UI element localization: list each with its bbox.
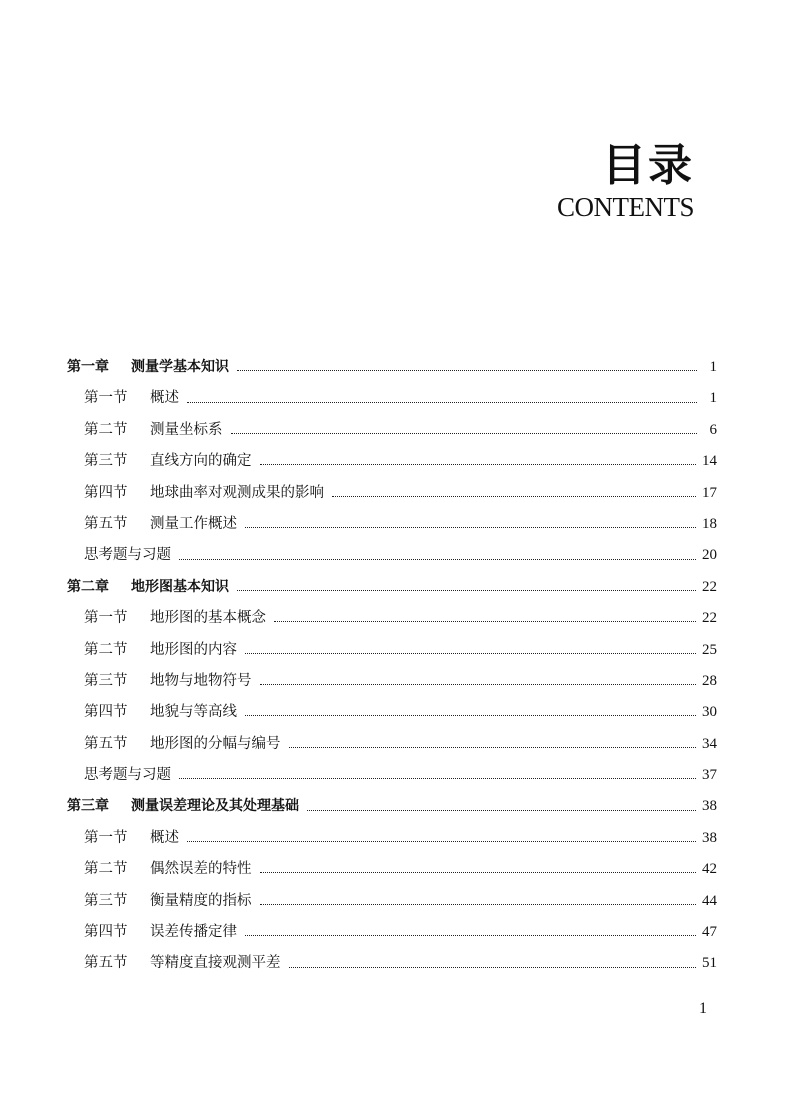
toc-page-number: 6 <box>709 421 717 438</box>
toc-page-number: 1 <box>709 390 717 407</box>
toc-entry-label <box>84 917 237 948</box>
toc-entry-label <box>84 854 252 885</box>
section-title: 地貌与等高线 <box>150 704 237 721</box>
toc-page-number: 51 <box>702 955 717 972</box>
toc-entry-label <box>84 446 252 477</box>
toc-section-entry[interactable] <box>67 760 717 791</box>
chapter-title: 测量误差理论及其处理基础 <box>131 798 299 815</box>
toc-page-number: 25 <box>702 641 717 658</box>
toc-section-entry[interactable] <box>67 917 717 948</box>
page-subtitle: CONTENTS <box>557 192 694 222</box>
table-of-contents <box>67 352 717 980</box>
toc-page-number: 44 <box>702 892 717 909</box>
toc-section-entry[interactable] <box>67 383 717 414</box>
toc-entry-label <box>84 760 171 791</box>
toc-section-entry[interactable] <box>67 697 717 728</box>
section-number: 第四节 <box>84 484 128 501</box>
section-title: 地球曲率对观测成果的影响 <box>150 484 324 501</box>
dot-leader <box>231 433 698 434</box>
toc-entry-label <box>84 383 179 414</box>
toc-page-number: 1 <box>709 359 717 375</box>
chapter-number: 第三章 <box>67 798 109 815</box>
toc-entry-label <box>84 603 266 634</box>
section-title: 地形图的分幅与编号 <box>150 735 281 752</box>
section-number: 第五节 <box>84 515 128 532</box>
toc-section-entry[interactable] <box>67 666 717 697</box>
toc-page-number: 30 <box>702 704 717 721</box>
toc-chapter-entry[interactable] <box>67 791 717 822</box>
toc-entry-label <box>84 635 237 666</box>
toc-page-number: 14 <box>702 453 717 470</box>
section-title: 地形图的基本概念 <box>150 610 266 627</box>
toc-entry-label <box>84 886 252 917</box>
toc-section-entry[interactable] <box>67 415 717 446</box>
section-title: 地物与地物符号 <box>150 672 252 689</box>
toc-entry-label <box>84 540 171 571</box>
section-title: 概述 <box>150 829 179 846</box>
dot-leader <box>179 778 696 779</box>
toc-chapter-entry[interactable] <box>67 572 717 603</box>
toc-page-number: 18 <box>702 515 717 532</box>
section-number: 第二节 <box>84 421 128 438</box>
section-number: 第一节 <box>84 390 128 407</box>
section-number: 第二节 <box>84 641 128 658</box>
toc-section-entry[interactable] <box>67 540 717 571</box>
toc-entry-label <box>84 478 324 509</box>
section-title: 衡量精度的指标 <box>150 892 252 909</box>
section-number: 第一节 <box>84 829 128 846</box>
section-number: 第五节 <box>84 955 128 972</box>
chapter-title: 测量学基本知识 <box>131 359 229 375</box>
toc-section-entry[interactable] <box>67 509 717 540</box>
toc-page-number: 20 <box>702 547 717 564</box>
toc-page-number: 22 <box>702 578 717 595</box>
chapter-number: 第一章 <box>67 359 109 375</box>
toc-chapter-entry[interactable] <box>67 352 717 383</box>
section-number: 第四节 <box>84 924 128 941</box>
section-title: 测量坐标系 <box>150 421 223 438</box>
section-title: 测量工作概述 <box>150 515 237 532</box>
dot-leader <box>289 747 697 748</box>
dot-leader <box>260 684 697 685</box>
dot-leader <box>260 464 697 465</box>
dot-leader <box>307 810 696 811</box>
dot-leader <box>332 496 696 497</box>
toc-page-number: 37 <box>702 767 717 784</box>
toc-section-entry[interactable] <box>67 948 717 979</box>
toc-entry-label <box>84 948 281 979</box>
page-number: 1 <box>699 1000 707 1017</box>
dot-leader <box>237 370 697 371</box>
toc-page-number: 38 <box>702 829 717 846</box>
toc-entry-label <box>84 509 237 540</box>
toc-page-number: 47 <box>702 924 717 941</box>
title-block <box>557 140 694 222</box>
toc-section-entry[interactable] <box>67 823 717 854</box>
chapter-title: 地形图基本知识 <box>131 578 229 595</box>
section-title: 等精度直接观测平差 <box>150 955 281 972</box>
section-number: 第五节 <box>84 735 128 752</box>
section-title: 思考题与习题 <box>84 547 171 564</box>
toc-entry-label <box>84 729 281 760</box>
toc-entry-label <box>67 791 299 822</box>
toc-section-entry[interactable] <box>67 729 717 760</box>
dot-leader <box>245 935 696 936</box>
section-title: 偶然误差的特性 <box>150 861 252 878</box>
toc-page-number: 22 <box>702 610 717 627</box>
page-title: 目录 <box>602 140 694 191</box>
dot-leader <box>260 904 697 905</box>
toc-entry-label <box>67 352 229 383</box>
dot-leader <box>274 621 696 622</box>
section-number: 第三节 <box>84 892 128 909</box>
toc-section-entry[interactable] <box>67 854 717 885</box>
section-number: 第三节 <box>84 453 128 470</box>
toc-section-entry[interactable] <box>67 886 717 917</box>
toc-section-entry[interactable] <box>67 603 717 634</box>
section-title: 误差传播定律 <box>150 924 237 941</box>
chapter-number: 第二章 <box>67 578 109 595</box>
section-number: 第三节 <box>84 672 128 689</box>
section-title: 思考题与习题 <box>84 767 171 784</box>
toc-page-number: 34 <box>702 735 717 752</box>
toc-section-entry[interactable] <box>67 478 717 509</box>
dot-leader <box>260 872 697 873</box>
dot-leader <box>237 590 696 591</box>
toc-entry-label <box>67 572 229 603</box>
toc-page-number: 17 <box>702 484 717 501</box>
toc-page-number: 38 <box>702 798 717 815</box>
section-number: 第一节 <box>84 610 128 627</box>
toc-page-number: 42 <box>702 861 717 878</box>
dot-leader <box>187 402 697 403</box>
toc-page-number: 28 <box>702 672 717 689</box>
toc-entry-label <box>84 666 252 697</box>
dot-leader <box>245 715 696 716</box>
dot-leader <box>245 653 696 654</box>
toc-entry-label <box>84 415 223 446</box>
section-title: 直线方向的确定 <box>150 453 252 470</box>
dot-leader <box>179 559 696 560</box>
dot-leader <box>245 527 696 528</box>
dot-leader <box>187 841 696 842</box>
section-number: 第四节 <box>84 704 128 721</box>
toc-entry-label <box>84 697 237 728</box>
toc-section-entry[interactable] <box>67 446 717 477</box>
toc-entry-label <box>84 823 179 854</box>
section-number: 第二节 <box>84 861 128 878</box>
dot-leader <box>289 967 697 968</box>
toc-section-entry[interactable] <box>67 635 717 666</box>
section-title: 地形图的内容 <box>150 641 237 658</box>
section-title: 概述 <box>150 390 179 407</box>
